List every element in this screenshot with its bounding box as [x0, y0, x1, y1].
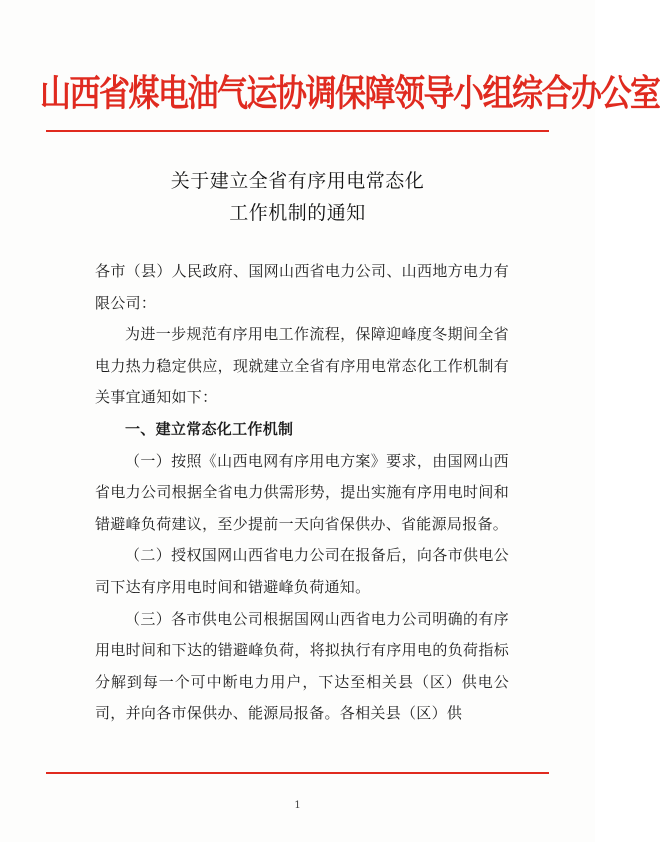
letterhead-org-name: 山西省煤电油气运协调保障领导小组综合办公室 — [40, 72, 660, 115]
item-paragraph-2: （二）授权国网山西省电力公司在报备后，向各市供电公司下达有序用电时间和错避峰负荷通知。 — [95, 546, 509, 596]
section-heading-1: 一、建立常态化工作机制 — [125, 419, 294, 438]
page-number: 1 — [294, 800, 301, 811]
item-paragraph-1: （一）按照《山西电网有序用电方案》要求，由国网山西省电力公司根据全省电力供需形势，提出实施有序用电时间和错避峰负荷建议，至少提前一天向省保供办、省能源局报备。 — [95, 451, 509, 533]
intro-paragraph: 为进一步规范有序用电工作流程，保障迎峰度冬期间全省电力热力稳定供应，现就建立全省有序用电常态化工作机制有关事宜通知如下： — [95, 325, 509, 407]
document-title-line-2: 工作机制的通知 — [229, 202, 366, 224]
footer-red-rule — [46, 772, 549, 774]
letterhead-red-rule — [46, 130, 549, 132]
document-body — [95, 256, 509, 730]
item-paragraph-3: （三）各市供电公司根据国网山西省电力公司明确的有序用电时间和下达的错避峰负荷，将拟执行有序用电的负荷指标分解到每一个可中断电力用户，下达至相关县（区）供电公司，并向各市保供办、能源局报备。各相关县（区）供 — [95, 609, 509, 723]
document-title-line-1: 关于建立全省有序用电常态化 — [170, 170, 425, 192]
salutation: 各市（县）人民政府、国网山西省电力公司、山西地方电力有限公司： — [95, 262, 509, 312]
